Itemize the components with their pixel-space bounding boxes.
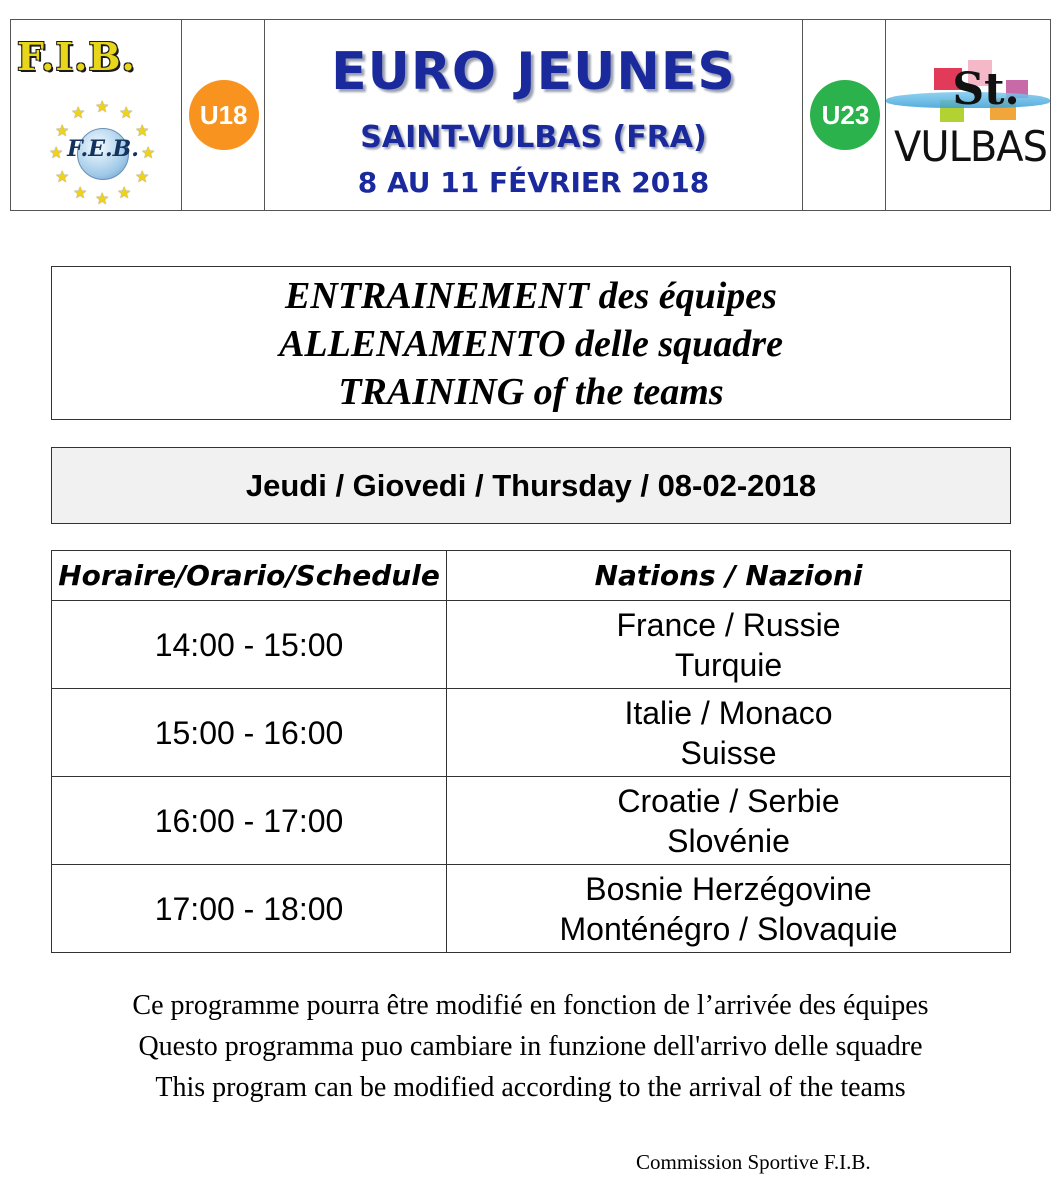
u23-badge: U23 bbox=[810, 80, 880, 150]
star-icon: ★ bbox=[49, 145, 64, 162]
star-icon: ★ bbox=[141, 145, 156, 162]
nations-cell bbox=[447, 865, 1011, 953]
nations-line: France / Russie bbox=[616, 606, 841, 643]
star-icon: ★ bbox=[135, 169, 150, 186]
star-icon: ★ bbox=[135, 123, 150, 140]
training-title-fr: ENTRAINEMENT des équipes bbox=[285, 275, 777, 317]
star-icon: ★ bbox=[95, 191, 110, 208]
table-header-row bbox=[52, 551, 1011, 601]
note-en: This program can be modified according to the arrival of the teams bbox=[155, 1072, 906, 1103]
nations-line: Slovénie bbox=[667, 822, 790, 859]
star-icon: ★ bbox=[71, 105, 86, 122]
nations-line: Italie / Monaco bbox=[624, 694, 833, 731]
feb-logo-text: F.E.B. bbox=[67, 136, 139, 162]
fib-logo: F.I.B. bbox=[17, 34, 136, 79]
schedule-notes bbox=[0, 985, 1061, 1108]
star-icon: ★ bbox=[55, 123, 70, 140]
star-icon: ★ bbox=[119, 105, 134, 122]
star-icon: ★ bbox=[73, 185, 88, 202]
nations-line: Turquie bbox=[674, 646, 783, 683]
training-title-en: TRAINING of the teams bbox=[338, 371, 724, 413]
nations-cell bbox=[447, 689, 1011, 777]
star-icon: ★ bbox=[117, 185, 132, 202]
time-cell: 16:00 - 17:00 bbox=[52, 777, 447, 865]
schedule-table bbox=[51, 550, 1011, 953]
time-cell: 17:00 - 18:00 bbox=[52, 865, 447, 953]
nations-cell bbox=[447, 601, 1011, 689]
event-location: SAINT-VULBAS (FRA) bbox=[360, 120, 707, 155]
table-row bbox=[52, 689, 1011, 777]
u18-cell bbox=[182, 20, 265, 210]
u23-cell bbox=[803, 20, 886, 210]
feb-logo bbox=[49, 98, 157, 206]
training-title-box bbox=[51, 266, 1011, 420]
vulbas-logo-text: VULBAS bbox=[894, 122, 1048, 171]
time-cell: 15:00 - 16:00 bbox=[52, 689, 447, 777]
nations-line: Suisse bbox=[680, 734, 777, 771]
vulbas-logo-st: St. bbox=[952, 64, 1020, 115]
header-banner bbox=[10, 19, 1051, 211]
nations-line: Bosnie Herzégovine bbox=[585, 870, 872, 907]
training-title-it: ALLENAMENTO delle squadre bbox=[279, 323, 783, 365]
vulbas-logo-cell bbox=[886, 20, 1050, 210]
fib-feb-logo-cell bbox=[11, 20, 182, 210]
column-header-schedule: Horaire/Orario/Schedule bbox=[52, 551, 447, 601]
table-row bbox=[52, 865, 1011, 953]
event-title-cell bbox=[265, 20, 804, 210]
column-header-nations: Nations / Nazioni bbox=[447, 551, 1011, 601]
star-icon: ★ bbox=[55, 169, 70, 186]
u18-badge: U18 bbox=[189, 80, 259, 150]
event-dates: 8 AU 11 FÉVRIER 2018 bbox=[357, 166, 710, 199]
day-heading: Jeudi / Giovedi / Thursday / 08-02-2018 bbox=[51, 447, 1011, 524]
nations-cell bbox=[447, 777, 1011, 865]
footer-signature: Commission Sportive F.I.B. bbox=[636, 1150, 871, 1174]
vulbas-logo bbox=[886, 20, 1050, 212]
nations-line: Croatie / Serbie bbox=[617, 782, 840, 819]
table-row bbox=[52, 601, 1011, 689]
event-title: EURO JEUNES bbox=[331, 42, 736, 102]
table-row bbox=[52, 777, 1011, 865]
note-fr: Ce programme pourra être modifié en fonction de l’arrivée des équipes bbox=[132, 990, 929, 1021]
star-icon: ★ bbox=[95, 99, 110, 116]
note-it: Questo programma puo cambiare in funzione dell'arrivo delle squadre bbox=[138, 1031, 923, 1062]
nations-line: Monténégro / Slovaquie bbox=[559, 910, 898, 947]
time-cell: 14:00 - 15:00 bbox=[52, 601, 447, 689]
